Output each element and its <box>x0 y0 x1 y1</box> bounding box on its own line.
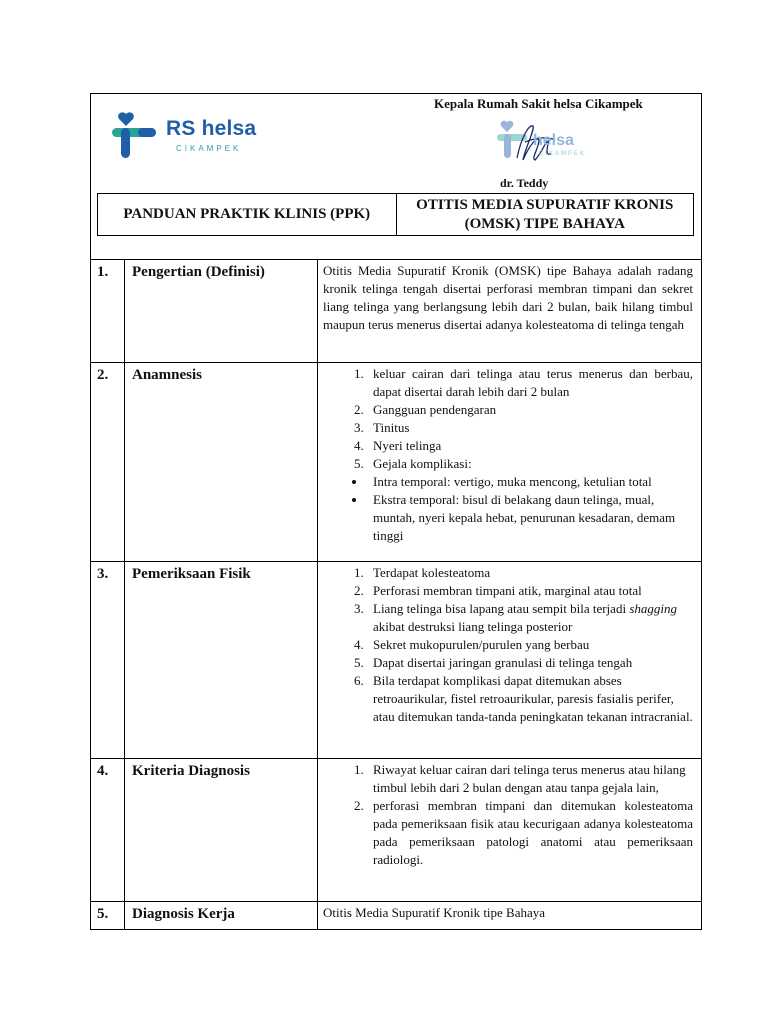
list-item: 5. Gejala komplikasi: <box>367 455 693 473</box>
title-right: OTITIS MEDIA SUPURATIF KRONIS (OMSK) TIPE BAHAYA <box>396 194 694 235</box>
list-item: 2. Gangguan pendengaran <box>367 401 693 419</box>
row-number: 1. <box>91 260 125 363</box>
table-row <box>91 902 702 930</box>
title-box <box>97 193 694 236</box>
logo-title: RS helsa <box>166 117 257 140</box>
list-item: 1. Terdapat kolesteatoma <box>367 564 693 582</box>
stamp-text: helsa <box>533 132 574 149</box>
numbered-list <box>323 564 693 726</box>
numbered-list <box>323 761 693 869</box>
row-label: Anamnesis <box>125 363 318 562</box>
stamp-subtext: CIKAMPEK <box>539 151 587 157</box>
row-content <box>318 562 702 759</box>
list-item-text: akibat destruksi liang telinga posterior <box>373 619 573 634</box>
table-row <box>91 759 702 902</box>
list-item: 1. Riwayat keluar cairan dari telinga terus menerus atau hilang timbul lebih dari 2 bulan dengan atau tanpa gejala lain, <box>367 761 693 797</box>
list-item: 4. Sekret mukopurulen/purulen yang berbau <box>367 636 693 654</box>
row-content: Otitis Media Supuratif Kronik (OMSK) tipe Bahaya adalah radang kronik telinga tengah disertai perforasi membran timpani dan sekret liang telinga yang berlangsung lebih dari 2 bulan, baik hilang timbul maupun terus menerus disertai adanya kolesteatoma di telinga tengah <box>318 260 702 363</box>
row-label: Pemeriksaan Fisik <box>125 562 318 759</box>
list-item: 1. keluar cairan dari telinga atau terus menerus dan berbau, dapat disertai darah lebih dari 2 bulan <box>367 365 693 401</box>
list-item: 5. Dapat disertai jaringan granulasi di telinga tengah <box>367 654 693 672</box>
row-number: 5. <box>91 902 125 930</box>
row-content: Otitis Media Supuratif Kronik tipe Bahaya <box>318 902 702 930</box>
list-item: 2. perforasi membran timpani dan ditemukan kolesteatoma pada pemeriksaan fisik atau kecurigaan adanya kolesteatoma pada pemeriksaan patologi anatomi atau pemeriksaan radiologi. <box>367 797 693 869</box>
row-number: 2. <box>91 363 125 562</box>
numbered-list <box>323 365 693 473</box>
logo-subtitle: CIKAMPEK <box>176 144 242 153</box>
list-item: 4. Nyeri telinga <box>367 437 693 455</box>
list-item: 6. Bila terdapat komplikasi dapat ditemukan abses retroaurikular, fistel retroaurikular, paresis fasialis perifer, atau ditemukan tanda-tanda peningkatan tekanan intracranial. <box>367 672 693 726</box>
list-item-text: Liang telinga bisa lapang atau sempit bila terjadi <box>373 601 627 616</box>
row-number: 4. <box>91 759 125 902</box>
bullet-item: • Ekstra temporal: bisul di belakang daun telinga, mual, muntah, nyeri kepala hebat, penurunan kesadaran, demam tinggi <box>367 491 693 545</box>
row-label: Pengertian (Definisi) <box>125 260 318 363</box>
row-label: Kriteria Diagnosis <box>125 759 318 902</box>
signature-stamp <box>495 118 605 173</box>
row-content <box>318 363 702 562</box>
table-row <box>91 260 702 363</box>
row-number: 3. <box>91 562 125 759</box>
row-label: Diagnosis Kerja <box>125 902 318 930</box>
bullet-item: • Intra temporal: vertigo, muka mencong, ketulian total <box>367 473 693 491</box>
list-item: 3. Tinitus <box>367 419 693 437</box>
list-item: 2. Perforasi membran timpani atik, marginal atau total <box>367 582 693 600</box>
cross-logo-icon <box>112 110 160 160</box>
org-head-title: Kepala Rumah Sakit helsa Cikampek <box>434 96 643 111</box>
italic-term: shagging <box>629 601 677 616</box>
ppk-table <box>90 259 702 930</box>
title-left: PANDUAN PRAKTIK KLINIS (PPK) <box>123 206 371 222</box>
row-content <box>318 759 702 902</box>
bullet-list <box>323 473 693 545</box>
list-item <box>367 600 693 636</box>
table-row <box>91 363 702 562</box>
hospital-logo <box>112 110 262 160</box>
doctor-name: dr. Teddy <box>500 176 549 190</box>
table-row <box>91 562 702 759</box>
